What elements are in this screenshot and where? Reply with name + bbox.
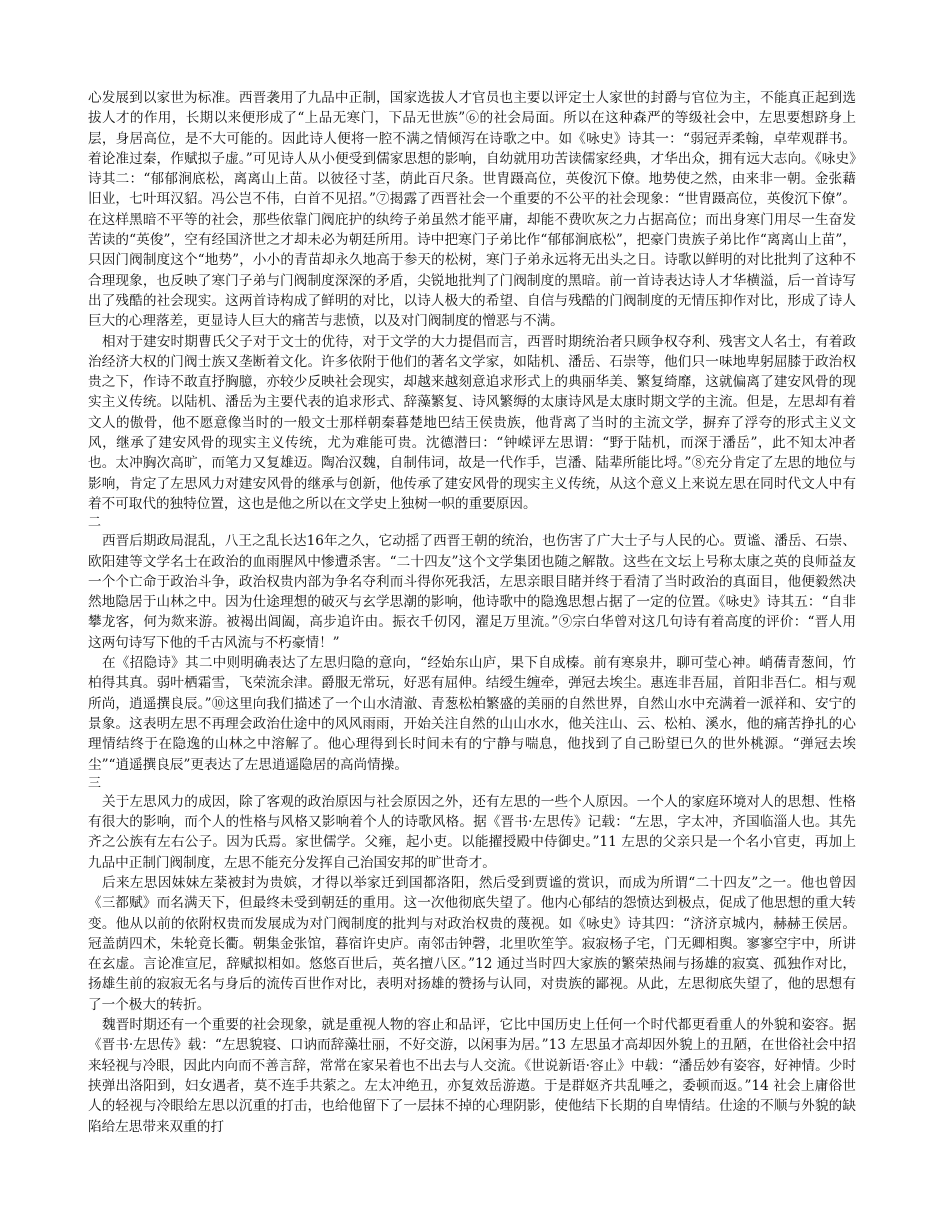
paragraph-5: 关于左思风力的成因，除了客观的政治原因与社会原因之外，还有左思的一些个人原因。一个人的家庭环境对人的思想、性格有很大的影响，而个人的性格与风格又影响着个人的诗歌风格。据《晋书·左思传》记载：“左思，字太冲，齐国临淄人也。其先齐之公族有左右公子。因为氏焉。家世儒学。父雍，起小吏。以能擢授殿中侍御史。”11 左思的父亲只是一个名小官吏，再加上九品中正制门阀制度，左思不能充分发挥自己治国安邦的旷世奇才。	[88, 793, 856, 871]
paragraph-3: 西晋后期政局混乱，八王之乱长达16年之久，它动摇了西晋王朝的统治，也伤害了广大士子与人民的心。贾谧、潘岳、石崇、欧阳建等文学名士在政治的血雨腥风中惨遭杀害。“二十四友”这个文学集团也随之解散。这些在文坛上号称太康之英的良师益友一个个亡命于政治斗争，政治权贵内部为争名夺利而斗得你死我活，左思亲眼目睹并终于看清了当时政治的真面目，他便毅然决然地隐居于山林之中。因为仕途理想的破灭与玄学思潮的影响，他诗歌中的隐逸思想占据了一定的位置。《咏史》诗其五：“自非攀龙客，何为欻来游。被褐出阊阖，高步追许由。振衣千仞冈，濯足万里流。”⑨宗白华曾对这几句诗有着高度的评价：“晋人用这两句诗写下他的千古风流与不朽豪情！”	[88, 533, 856, 651]
section-heading-3: 三	[88, 775, 102, 791]
document-page	[88, 88, 856, 1137]
paragraph-1: 心发展到以家世为标准。西晋袭用了九品中正制，国家选拔人才官员也主要以评定士人家世的封爵与官位为主，不能真正起到选拔人才的作用，长期以来便形成了“上品无寒门，下品无世族”⑥的社会局面。所以在这种森严的等级社会中，左思要想跻身上层，身居高位，是不大可能的。因此诗人便将一腔不满之情倾泻在诗歌之中。如《咏史》诗其一：“弱冠弄柔翰，卓荦观群书。着论准过秦，作赋拟子虚。”可见诗人从小便受到儒家思想的影响，自幼就用功苦读儒家经典，才华出众，拥有远大志向。《咏史》诗其二：“郁郁涧底松，离离山上苗。以彼径寸茎，荫此百尺条。世胄蹑高位，英俊沉下僚。地势使之然，由来非一朝。金张藉旧业，七叶珥汉貂。冯公岂不伟，白首不见招。”⑦揭露了西晋社会一个重要的不公平的社会现象：“世胄蹑高位，英俊沉下僚”。在这样黑暗不平等的社会，那些依靠门阀庇护的纨绔子弟虽然才能平庸，却能不费吹灰之力占据高位；而出身寒门用尽一生奋发苦读的“英俊”，空有经国济世之才却未必为朝廷所用。诗中把寒门子弟比作“郁郁涧底松”，把豪门贵族子弟比作“离离山上苗”，只因门阀制度这个“地势”，小小的青苗却永久地高于参天的松树，寒门子弟永远将无出头之日。诗歌以鲜明的对比批判了这种不合理现象，也反映了寒门子弟与门阀制度深深的矛盾，尖锐地批判了门阀制度的黑暗。前一首诗表达诗人才华横溢，后一首诗写出了残酷的社会现实。这两首诗构成了鲜明的对比，以诗人极大的希望、自信与残酷的门阀制度的无情压抑作对比，形成了诗人巨大的心理落差，更显诗人巨大的痛苦与悲愤，以及对门阀制度的憎恶与不满。	[88, 90, 856, 330]
paragraph-2: 相对于建安时期曹氏父子对于文士的优待，对于文学的大力提倡而言，西晋时期统治者只顾争权夺利、残害文人名士，有着政治经济大权的门阀士族又垄断着文化。许多依附于他们的著名文学家，如陆机、潘岳、石崇等，他们只一味地卑躬屈膝于政治权贵之下，作诗不敢直抒胸臆，亦较少反映社会现实，却越来越刻意追求形式上的典丽华美、繁复绮靡，这就偏离了建安风骨的现实主义传统。以陆机、潘岳为主要代表的追求形式、辞藻繁复、诗风繁缛的太康诗风是太康时期文学的主流。但是，左思却有着文人的傲骨，他不愿意像当时的一般文士那样朝秦暮楚地巴结王侯贵族，他背离了当时的主流文学，摒弃了浮夸的形式主义文风，继承了建安风骨的现实主义传统，尤为难能可贵。沈德潜曰：“钟嵘评左思谓：“野于陆机，而深于潘岳”，此不知太冲者也。太冲胸次高旷，而笔力又复雄迈。陶冶汉魏，自制伟词，故是一代作手，岂潘、陆辈所能比埒。”⑧充分肯定了左思的地位与影响，肯定了左思风力对建安风骨的继承与创新，他传承了建安风骨的现实主义传统，从这个意义上来说左思在同时代文人中有着不可取代的独特位置，这也是他之所以在文学史上独树一帜的重要原因。	[88, 333, 856, 512]
section-heading-2: 二	[88, 515, 102, 531]
paragraph-6: 后来左思因妹妹左棻被封为贵嫔，才得以举家迁到国都洛阳，然后受到贾谧的赏识，而成为所谓“二十四友”之一。他也曾因《三都赋》而名满天下，但最终未受到朝廷的重用。这一次他彻底失望了。他内心郁结的怨愤达到极点，促成了他思想的重大转变。他从以前的依附权贵而发展成为对门阀制度的批判与对政治权贵的蔑视。如《咏史》诗其四：“济济京城内，赫赫王侯居。冠盖荫四术，朱轮竟长衢。朝集金张馆，暮宿许史庐。南邻击钟磬，北里吹笙竽。寂寂杨子宅，门无卿相舆。寥寥空宇中，所讲在玄虚。言论准宣尼，辞赋拟相如。悠悠百世后，英名擅八区。”12 通过当时四大家族的繁荣热闹与扬雄的寂寞、孤独作对比，扬雄生前的寂寂无名与身后的流传百世作对比，表明对扬雄的赞扬与认同，对贵族的鄙视。从此，左思彻底失望了，他的思想有了一个极大的转折。	[88, 874, 856, 1013]
paragraph-4: 在《招隐诗》其二中则明确表达了左思归隐的意向，“经始东山庐，果下自成榛。前有寒泉井，聊可莹心神。峭蒨青葱间，竹柏得其真。弱叶栖霜雪，飞荣流余津。爵服无常玩，好恶有屈伸。结绶生缠牵，弹冠去埃尘。惠连非吾屈，首阳非吾仁。相与观所尚，逍遥撰良辰。”⑩这里向我们描述了一个山水清澈、青葱松柏繁盛的美丽的自然世界，自然山水中充满着一派祥和、安宁的景象。这表明左思不再理会政治仕途中的风风雨雨，开始关注自然的山山水水，他关注山、云、松柏、溪水，他的痛苦挣扎的心理情结终于在隐逸的山林之中溶解了。他心理得到长时间未有的宁静与喘息，他找到了自己盼望已久的世外桃源。“弹冠去埃尘”“逍遥撰良辰”更表达了左思逍遥隐居的高尚情操。	[88, 655, 856, 773]
paragraph-7: 魏晋时期还有一个重要的社会现象，就是重视人物的容止和品评，它比中国历史上任何一个时代都更看重人的外貌和姿容。据《晋书·左思传》载：“左思貌寝、口讷而辞藻壮丽，不好交游，以闲事为居。”13 左思虽才高却因外貌上的丑陋，在世俗社会中招来轻视与冷眼，因此内向而不善言辞，常常在家呆着也不出去与人交流。《世说新语·容止》中载：“潘岳妙有姿容，好神情。少时挟弹出洛阳到，妇女遇者，莫不连手共萦之。左太冲绝丑，亦复效岳游遨。于是群妪齐共乱唾之，委顿而返。”14 社会上庸俗世人的轻视与冷眼给左思以沉重的打击，也给他留下了一层抹不掉的心理阴影，使他结下长期的自卑情结。仕途的不顺与外貌的缺陷给左思带来双重的打	[88, 1017, 856, 1135]
